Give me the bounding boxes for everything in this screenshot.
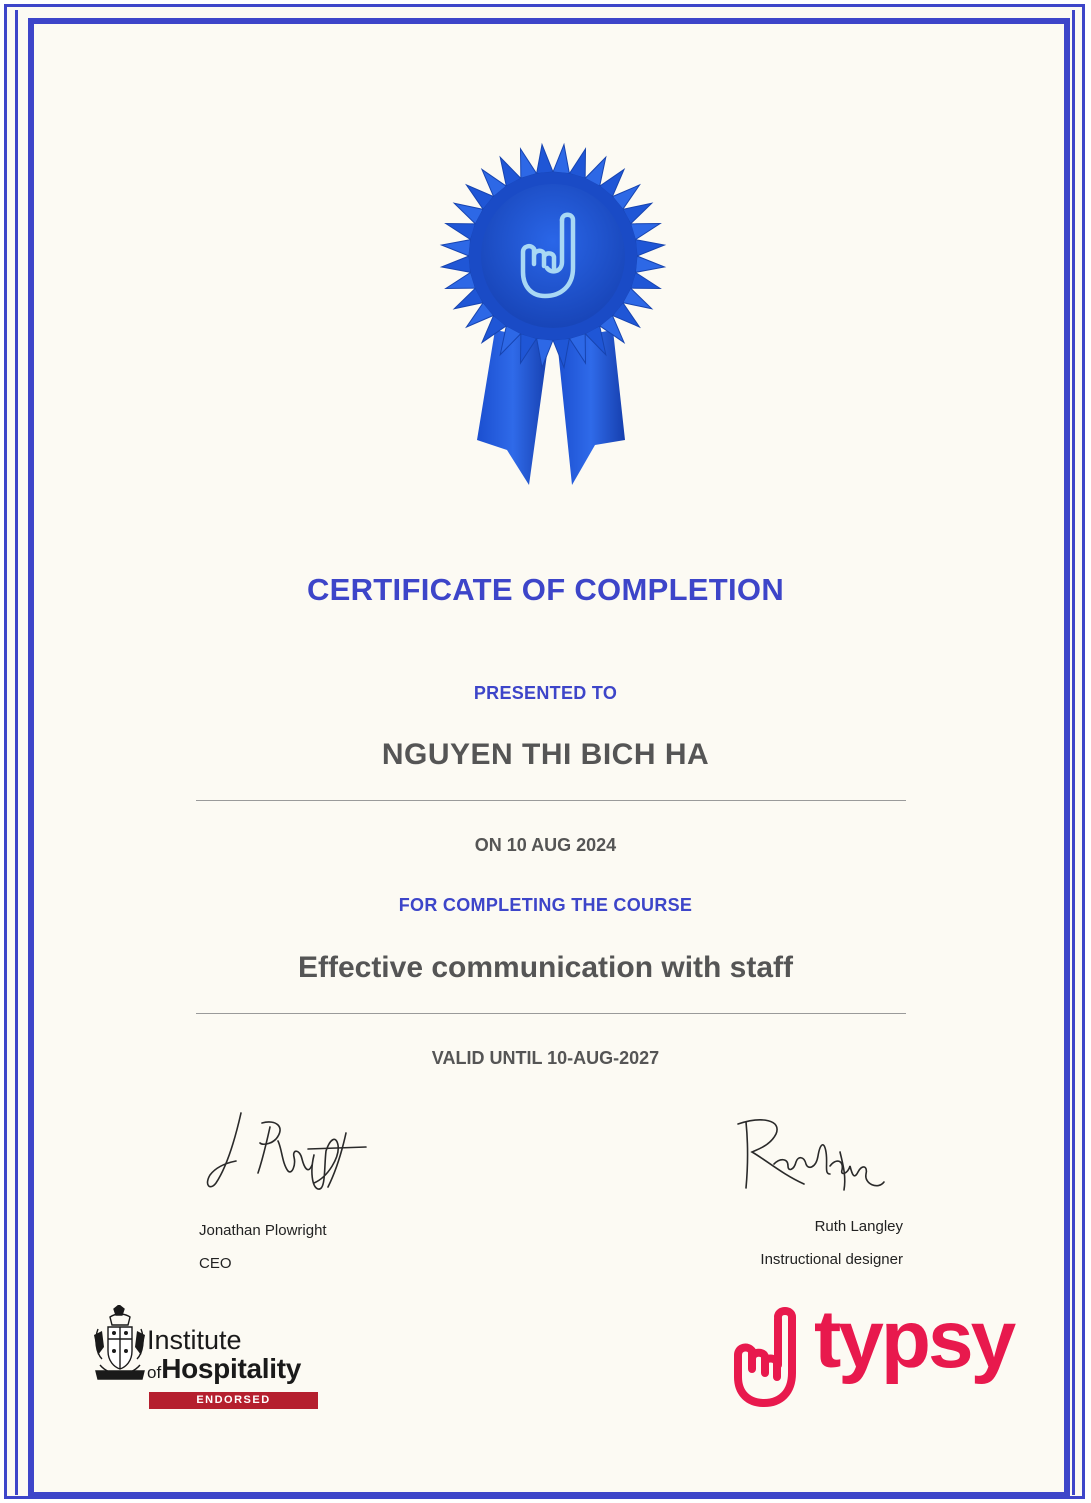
signature-jonathan-plowright xyxy=(196,1105,376,1200)
signatory-name: Jonathan Plowright xyxy=(199,1222,327,1239)
rosette-pleat xyxy=(442,240,471,256)
divider xyxy=(196,800,906,801)
rosette-pleat xyxy=(635,240,664,256)
rosette-pleat xyxy=(569,149,585,179)
signatory-name: Ruth Langley xyxy=(814,1218,903,1235)
ioh-logo-line2 xyxy=(147,1353,301,1385)
typsy-wordmark: typsy xyxy=(814,1294,1014,1385)
signatory-title: CEO xyxy=(199,1255,232,1272)
rosette-pleat xyxy=(537,145,553,174)
presented-to-label: PRESENTED TO xyxy=(473,683,618,703)
rosette-pleat xyxy=(631,272,661,288)
typsy-hand-icon xyxy=(732,1307,804,1409)
signature-ruth-langley xyxy=(732,1112,892,1197)
ioh-logo-line1: Institute xyxy=(147,1325,242,1355)
course-label: FOR COMPLETING THE COURSE xyxy=(398,895,693,915)
coat-of-arms-icon xyxy=(92,1305,147,1389)
rosette-pleat xyxy=(446,223,476,239)
ioh-logo-hospitality: Hospitality xyxy=(161,1353,302,1384)
endorsed-badge: ENDORSED xyxy=(149,1392,318,1409)
rosette-pleat xyxy=(442,256,471,272)
signatory-title: Instructional designer xyxy=(760,1251,903,1268)
course-name: Effective communication with staff xyxy=(297,951,794,984)
certificate-title: CERTIFICATE OF COMPLETION xyxy=(306,572,785,607)
recipient-name: NGUYEN THI BICH HA xyxy=(381,738,710,771)
rosette-pleat xyxy=(446,272,476,288)
typsy-logo xyxy=(732,1294,1032,1413)
validity-date: VALID UNTIL 10-AUG-2027 xyxy=(431,1048,660,1068)
rosette-pleat xyxy=(635,256,664,272)
ioh-logo-of: of xyxy=(147,1363,162,1382)
divider xyxy=(196,1013,906,1014)
rosette-pleat xyxy=(520,149,536,179)
rosette-pleat xyxy=(553,145,569,174)
completion-date: ON 10 AUG 2024 xyxy=(474,835,617,855)
institute-of-hospitality-logo xyxy=(92,1303,327,1413)
rosette-pleat xyxy=(631,223,661,239)
award-rosette-icon xyxy=(437,140,669,490)
